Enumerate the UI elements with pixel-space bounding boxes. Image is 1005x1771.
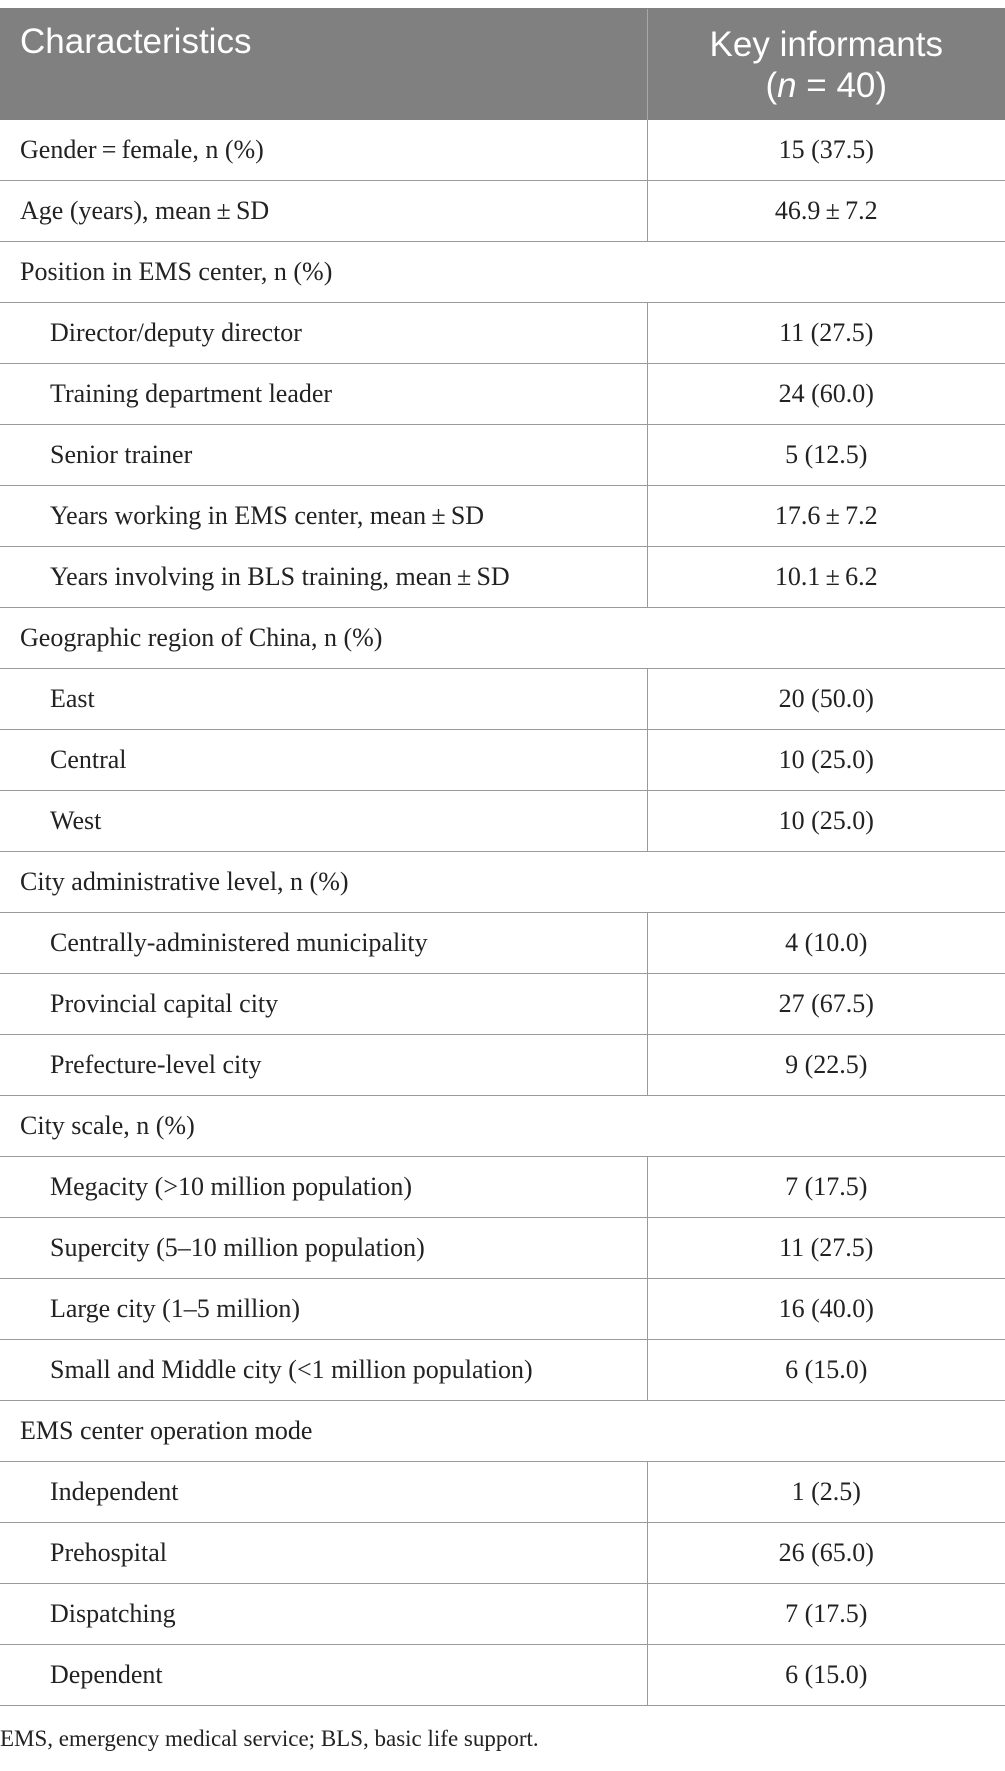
row-label: City scale, n (%) [0, 1096, 1005, 1157]
row-value: 10.1 ± 6.2 [647, 547, 1005, 608]
table-header-row [0, 9, 1005, 121]
table-footnote: EMS, emergency medical service; BLS, basic life support. [0, 1726, 539, 1751]
table-row [0, 1035, 1005, 1096]
row-label: Supercity (5–10 million population) [0, 1218, 647, 1279]
table-row [0, 1462, 1005, 1523]
row-value: 26 (65.0) [647, 1523, 1005, 1584]
row-value: 6 (15.0) [647, 1645, 1005, 1706]
table-row [0, 181, 1005, 242]
characteristics-table-container [0, 8, 1005, 1706]
table-row [0, 425, 1005, 486]
table-row [0, 730, 1005, 791]
row-label: Small and Middle city (<1 million population) [0, 1340, 647, 1401]
header-characteristics: Characteristics [0, 9, 647, 121]
row-label: Position in EMS center, n (%) [0, 242, 1005, 303]
table-row [0, 974, 1005, 1035]
row-label: Years working in EMS center, mean ± SD [0, 486, 647, 547]
row-label: West [0, 791, 647, 852]
row-value: 7 (17.5) [647, 1157, 1005, 1218]
table-row [0, 364, 1005, 425]
characteristics-table [0, 8, 1005, 1706]
row-label: Prehospital [0, 1523, 647, 1584]
row-label: Prefecture-level city [0, 1035, 647, 1096]
table-row [0, 1645, 1005, 1706]
row-value: 9 (22.5) [647, 1035, 1005, 1096]
row-label: Central [0, 730, 647, 791]
header-key-informants: Key informants (n = 40) [647, 9, 1005, 121]
row-label: Director/deputy director [0, 303, 647, 364]
table-row [0, 1584, 1005, 1645]
row-label: Age (years), mean ± SD [0, 181, 647, 242]
table-row [0, 547, 1005, 608]
row-value: 1 (2.5) [647, 1462, 1005, 1523]
table-row [0, 120, 1005, 181]
row-value: 5 (12.5) [647, 425, 1005, 486]
row-label: Large city (1–5 million) [0, 1279, 647, 1340]
table-row [0, 913, 1005, 974]
table-section-row [0, 1096, 1005, 1157]
row-value: 24 (60.0) [647, 364, 1005, 425]
row-label: Independent [0, 1462, 647, 1523]
table-section-row [0, 1401, 1005, 1462]
row-label: Centrally-administered municipality [0, 913, 647, 974]
header-n-count: = 40) [796, 65, 888, 105]
row-label: City administrative level, n (%) [0, 852, 1005, 913]
row-label: Gender = female, n (%) [0, 120, 647, 181]
table-row [0, 1523, 1005, 1584]
table-row [0, 1340, 1005, 1401]
row-value: 11 (27.5) [647, 1218, 1005, 1279]
table-row [0, 486, 1005, 547]
row-value: 10 (25.0) [647, 791, 1005, 852]
row-value: 16 (40.0) [647, 1279, 1005, 1340]
table-section-row [0, 242, 1005, 303]
header-key-informants-title: Key informants [709, 24, 943, 64]
header-n-symbol: n [777, 65, 797, 105]
row-label: Dependent [0, 1645, 647, 1706]
row-value: 15 (37.5) [647, 120, 1005, 181]
row-label: Provincial capital city [0, 974, 647, 1035]
row-label: East [0, 669, 647, 730]
table-row [0, 1279, 1005, 1340]
row-value: 46.9 ± 7.2 [647, 181, 1005, 242]
row-label: Geographic region of China, n (%) [0, 608, 1005, 669]
row-label: Training department leader [0, 364, 647, 425]
row-label: Dispatching [0, 1584, 647, 1645]
table-row [0, 1218, 1005, 1279]
table-row [0, 1157, 1005, 1218]
row-value: 4 (10.0) [647, 913, 1005, 974]
row-label: Megacity (>10 million population) [0, 1157, 647, 1218]
table-row [0, 669, 1005, 730]
row-value: 17.6 ± 7.2 [647, 486, 1005, 547]
row-value: 7 (17.5) [647, 1584, 1005, 1645]
row-value: 6 (15.0) [647, 1340, 1005, 1401]
table-body [0, 120, 1005, 1706]
table-section-row [0, 608, 1005, 669]
row-label: EMS center operation mode [0, 1401, 1005, 1462]
row-value: 20 (50.0) [647, 669, 1005, 730]
table-row [0, 303, 1005, 364]
row-value: 10 (25.0) [647, 730, 1005, 791]
row-label: Senior trainer [0, 425, 647, 486]
table-section-row [0, 852, 1005, 913]
row-label: Years involving in BLS training, mean ± SD [0, 547, 647, 608]
row-value: 27 (67.5) [647, 974, 1005, 1035]
table-row [0, 791, 1005, 852]
row-value: 11 (27.5) [647, 303, 1005, 364]
